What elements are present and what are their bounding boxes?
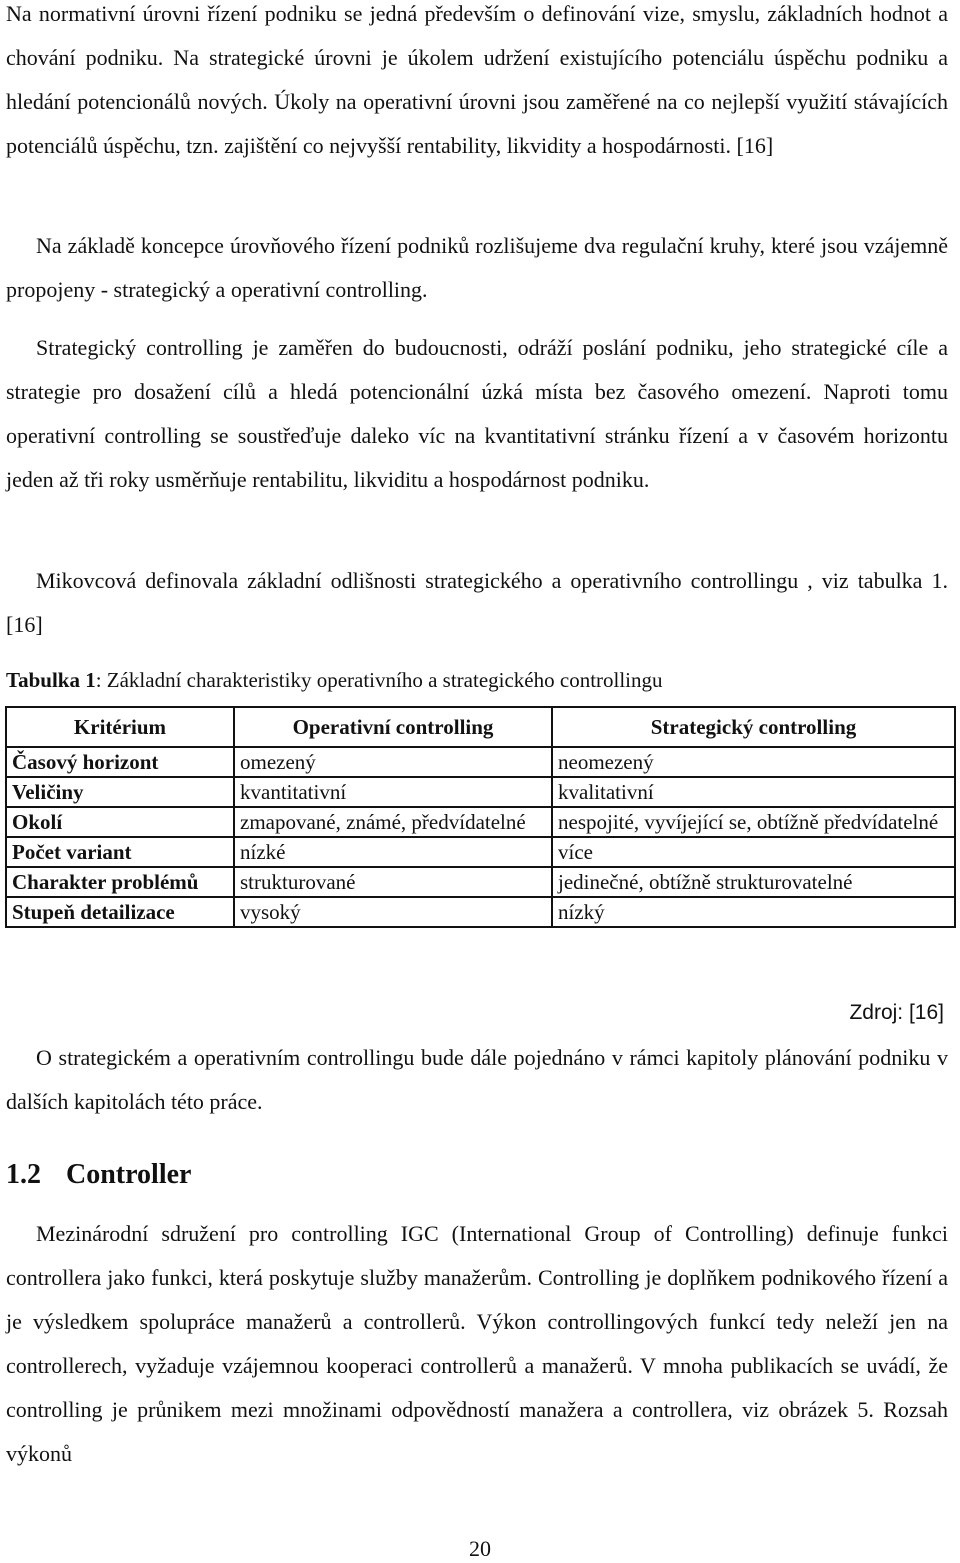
table-row xyxy=(6,897,955,927)
table-row xyxy=(6,747,955,777)
operative-cell: kvantitativní xyxy=(234,777,552,807)
paragraph-strategic-vs-operative: Strategický controlling je zaměřen do budoucnosti, odráží poslání podniku, jeho strategické cíle a strategie pro dosažení cílů a hledá potencionální úzká místa bez časového omezení. Naproti tomu operativní controlling se soustřeďuje daleko víc na kvantitativní stránku řízení a v časovém horizontu jeden až tři roky usměrňuje rentabilitu, likviditu a hospodárnost podniku. xyxy=(6,335,948,492)
header-operative: Operativní controlling xyxy=(234,707,552,747)
strategic-cell: neomezený xyxy=(552,747,955,777)
criterion-cell: Stupeň detailizace xyxy=(6,897,234,927)
strategic-cell: kvalitativní xyxy=(552,777,955,807)
criterion-cell: Okolí xyxy=(6,807,234,837)
table-row xyxy=(6,867,955,897)
operative-cell: zmapované, známé, předvídatelné xyxy=(234,807,552,837)
operative-cell: strukturované xyxy=(234,867,552,897)
paragraph-regulation-circles: Na základě koncepce úrovňového řízení podniků rozlišujeme dva regulační kruhy, které jsou vzájemně propojeny - strategický a operativní controlling. xyxy=(6,233,948,302)
criterion-cell: Charakter problémů xyxy=(6,867,234,897)
table-row xyxy=(6,777,955,807)
criterion-cell: Počet variant xyxy=(6,837,234,867)
header-criterion: Kritérium xyxy=(6,707,234,747)
paragraph-normative-levels: Na normativní úrovni řízení podniku se jedná především o definování vize, smyslu, základních hodnot a chování podniku. Na strategické úrovni je úkolem udržení existujícího potenciálu úspěchu podniku a hledání potencionálů nových. Úkoly na operativní úrovni jsou zaměřené na co nejlepší využití stávajících potenciálů úspěchu, tzn. zajištění co nejvyšší rentability, likvidity a hospodárnosti. [16] xyxy=(6,1,948,158)
criterion-cell: Časový horizont xyxy=(6,747,234,777)
table-caption xyxy=(6,665,663,695)
section-title: Controller xyxy=(66,1159,192,1190)
strategic-cell: nízký xyxy=(552,897,955,927)
table-caption-label: Tabulka 1 xyxy=(6,668,96,692)
operative-cell: omezený xyxy=(234,747,552,777)
table-row xyxy=(6,807,955,837)
operative-cell: nízké xyxy=(234,837,552,867)
strategic-cell: nespojité, vyvíjející se, obtížně předvídatelné xyxy=(552,807,955,837)
header-strategic: Strategický controlling xyxy=(552,707,955,747)
comparison-table xyxy=(5,706,956,928)
page-number: 20 xyxy=(469,1536,491,1561)
table-source: Zdroj: [16] xyxy=(849,1001,944,1024)
table-row xyxy=(6,837,955,867)
strategic-cell: více xyxy=(552,837,955,867)
criterion-cell: Veličiny xyxy=(6,777,234,807)
strategic-cell: jedinečné, obtížně strukturovatelné xyxy=(552,867,955,897)
section-number: 1.2 xyxy=(6,1159,41,1190)
operative-cell: vysoký xyxy=(234,897,552,927)
paragraph-mikovcova: Mikovcová definovala základní odlišnosti strategického a operativního controllingu , viz tabulka 1. [16] xyxy=(6,568,948,637)
paragraph-igc-definition: Mezinárodní sdružení pro controlling IGC (International Group of Controlling) definuje funkci controllera jako funkci, která poskytuje služby manažerům. Controlling je doplňkem podnikového řízení a je výsledkem spolupráce manažerů a controllerů. Výkon controllingových funkcí tedy neleží jen na controllerech, vyžaduje vzájemnou kooperaci controllerů a manažerů. V mnoha publikacích se uvádí, že controlling je průnikem mezi množinami odpovědností manažera a controllera, viz obrázek 5. Rozsah výkonů xyxy=(6,1221,948,1466)
table-caption-text: : Základní charakteristiky operativního a strategického controllingu xyxy=(95,668,663,692)
section-heading xyxy=(6,1155,191,1195)
table-header-row xyxy=(6,707,955,747)
paragraph-planning-reference: O strategickém a operativním controllingu bude dále pojednáno v rámci kapitoly plánování podniku v dalších kapitolách této práce. xyxy=(6,1045,948,1114)
